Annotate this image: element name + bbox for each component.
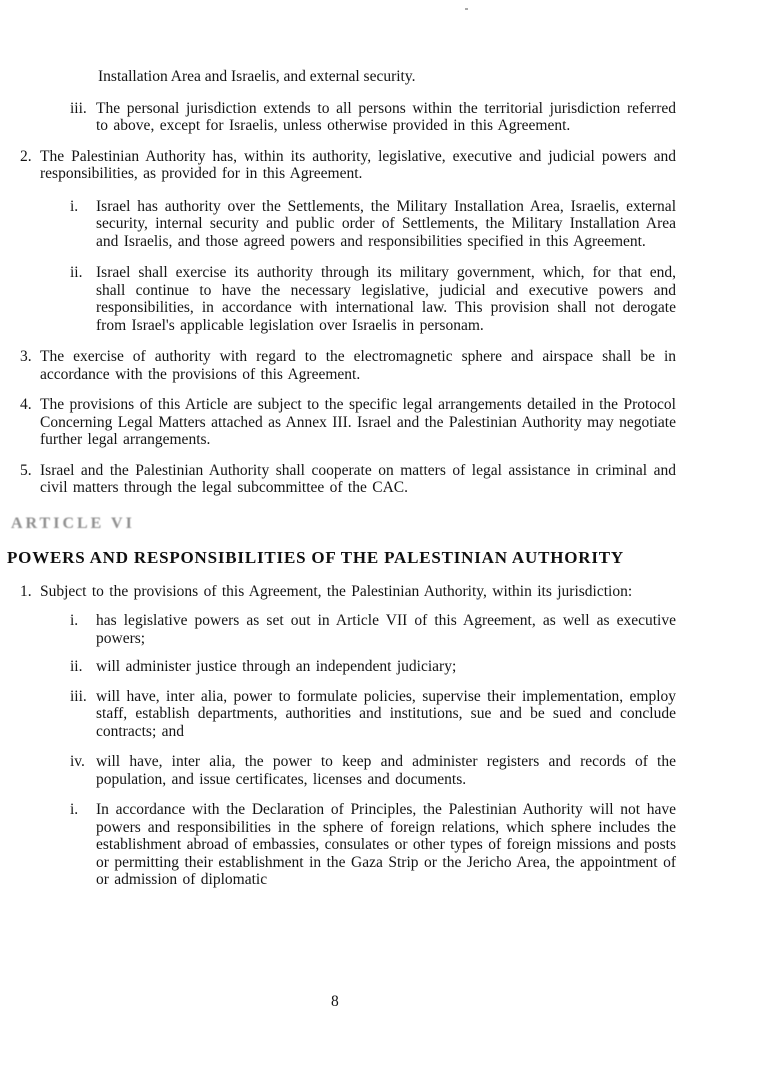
clause-1-sub-iii bbox=[20, 688, 676, 741]
clause-text: will have, inter alia, the power to keep and administer registers and records of the population, and issue certificates, licenses and documents. bbox=[96, 753, 676, 788]
list-marker: ii. bbox=[70, 264, 83, 281]
clause-jurisdiction-iii bbox=[20, 100, 676, 135]
list-marker: 3. bbox=[20, 348, 32, 365]
clause-text: Israel shall exercise its authority through its military government, which, for that end, shall continue to have the necessary legislative, judicial and executive powers and responsibilities, in accordance with international law. This provision shall not derogate from Israel's applicable legislation over Israelis in personam. bbox=[96, 264, 676, 334]
scan-speck-artifact bbox=[465, 8, 468, 10]
clause-text: Israel has authority over the Settlements, the Military Installation Area, Israelis, external security, internal security and public order of Settlements, the Military Installation Area and Israelis, and those agreed powers and responsibilities specified in this Agreement. bbox=[96, 197, 676, 250]
list-marker: 2. bbox=[20, 147, 32, 165]
list-marker: iii. bbox=[70, 99, 87, 117]
clause-2-sub-ii bbox=[20, 264, 676, 334]
list-marker: ii. bbox=[70, 658, 83, 675]
clause-text: In accordance with the Declaration of Principles, the Palestinian Authority will not have powers and responsibilities in the sphere of foreign relations, which sphere includes the establishment abroad of embassies, consulates or other types of foreign missions and posts or permitting their establishment in the Gaza Strip or the Jericho Area, the appointment of or admission of diplomatic bbox=[96, 801, 676, 888]
list-marker: i. bbox=[70, 801, 79, 818]
clause-2 bbox=[20, 148, 676, 183]
article-heading: ARTICLE VI bbox=[11, 514, 135, 532]
list-marker: 4. bbox=[20, 396, 32, 413]
clause-text: The exercise of authority with regard to the electromagnetic sphere and airspace shall be in accordance with the provisions of this Agreement. bbox=[40, 348, 676, 383]
clause-text: will administer justice through an independent judiciary; bbox=[96, 658, 457, 675]
list-marker: i. bbox=[70, 197, 79, 215]
clause-1-sub-iv bbox=[20, 753, 676, 788]
clause-3 bbox=[20, 348, 676, 383]
clause-4 bbox=[20, 396, 676, 449]
clause-5 bbox=[20, 462, 676, 497]
list-marker: iv. bbox=[70, 753, 85, 770]
clause-text: will have, inter alia, power to formulate policies, supervise their implementation, employ staff, establish departments, authorities and institutions, sue and be sued and conclude contracts; and bbox=[96, 687, 676, 740]
clause-1-sub-i bbox=[20, 612, 676, 647]
clause-text: The Palestinian Authority has, within its authority, legislative, executive and judicial powers and responsibilities, as provided for in this Agreement. bbox=[40, 147, 676, 182]
page-number: 8 bbox=[331, 993, 339, 1010]
list-marker: iii. bbox=[70, 687, 87, 705]
list-marker: i. bbox=[70, 612, 79, 629]
continuation-line: Installation Area and Israelis, and external security. bbox=[98, 68, 416, 85]
clause-text: The provisions of this Article are subject to the specific legal arrangements detailed in the Protocol Concerning Legal Matters attached as Annex III. Israel and the Palestinian Authority may negotiate further legal arrangements. bbox=[40, 396, 676, 448]
list-marker: 5. bbox=[20, 461, 32, 479]
list-marker: 1. bbox=[20, 582, 32, 600]
clause-text: Israel and the Palestinian Authority shall cooperate on matters of legal assistance in criminal and civil matters through the legal subcommittee of the CAC. bbox=[40, 461, 676, 496]
clause-1-sub-ii bbox=[20, 658, 676, 676]
section-heading: POWERS AND RESPONSIBILITIES OF THE PALESTINIAN AUTHORITY bbox=[7, 547, 624, 567]
clause-text: Subject to the provisions of this Agreement, the Palestinian Authority, within its jurisdiction: bbox=[40, 582, 633, 600]
clause-2-sub-i bbox=[20, 198, 676, 251]
clause-text: The personal jurisdiction extends to all persons within the territorial jurisdiction referred to above, except for Israelis, unless otherwise provided in this Agreement. bbox=[96, 99, 676, 134]
clause-1 bbox=[20, 583, 676, 601]
clause-foreign-relations-i bbox=[20, 801, 676, 889]
clause-text: has legislative powers as set out in Article VII of this Agreement, as well as executive powers; bbox=[96, 612, 676, 647]
